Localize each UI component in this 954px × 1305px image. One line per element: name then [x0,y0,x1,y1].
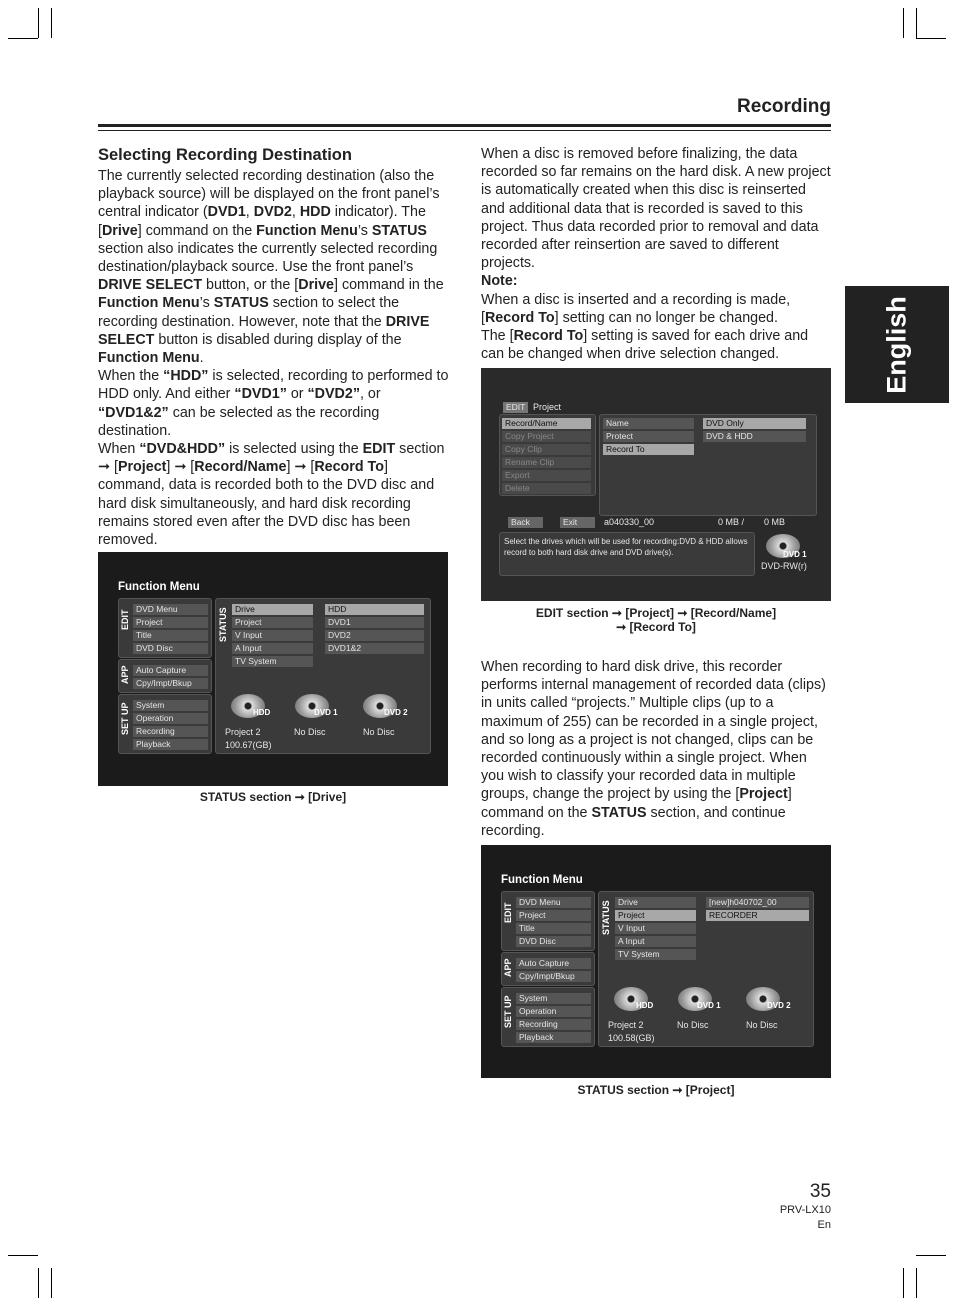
project-label: Project 2 [225,727,261,737]
project-id: a040330_00 [604,517,655,527]
bold-term: DVD2 [253,204,292,221]
bold-term: “HDD” [163,368,209,385]
app-label: APP [503,958,513,977]
disc-label: DVD 2 [767,1001,791,1010]
paragraph: When “DVD&HDD” is selected using the EDIT section ➞ [Project] ➞ [Record/Name] ➞ [Record To] command, data is recorded both to the DVD disc and hard disk simultaneously, and hard disk recording remains stored even after the DVD disc has been removed. [98,441,445,549]
disc-label: HDD [636,1001,654,1010]
bold-term: EDIT [362,441,396,458]
disc-label: DVD 1 [314,708,338,717]
size-used: 0 MB / [718,517,745,527]
bold-term: Drive [101,222,138,239]
menu-item[interactable]: Cpy/Impt/Bkup [516,971,591,982]
bold-term: “DVD1” [234,386,287,403]
edit-tag: EDIT [503,402,528,413]
menu-item[interactable]: Rename Clip [502,457,591,468]
bold-term: Record/Name [194,459,287,476]
screenshot-record-to [481,368,831,601]
menu-item[interactable]: Operation [133,713,208,724]
status-item[interactable]: V Input [615,923,696,934]
status-item[interactable]: V Input [232,630,313,641]
bold-term: STATUS [371,222,427,239]
sub-item[interactable]: Protect [603,431,694,442]
status-item[interactable]: A Input [615,936,696,947]
language-tab [845,286,949,403]
bold-term: Function Menu [98,350,200,367]
menu-item[interactable]: Auto Capture [133,665,208,676]
sub-menu-panel [599,414,817,516]
option-item[interactable]: DVD1&2 [325,643,424,654]
bold-term: Record To [513,328,584,345]
crop-mark [903,8,904,38]
exit-button[interactable]: Exit [560,517,595,528]
left-column [98,145,450,549]
screenshot-status-drive [98,552,448,786]
setup-label: SET UP [120,702,130,735]
status-item[interactable]: TV System [232,656,313,667]
screenshot-status-project [481,845,831,1078]
crop-mark [51,8,52,38]
bold-term: Function Menu [98,295,200,312]
section-title: Recording [737,96,831,117]
bold-term: Project [739,786,788,803]
project-size: 100.58(GB) [608,1033,655,1043]
crop-mark [38,8,39,38]
disc-label: DVD 1 [697,1001,721,1010]
language-code: En [817,1219,831,1231]
menu-item[interactable]: DVD Menu [516,897,591,908]
disc-label: DVD 2 [384,708,408,717]
status-item[interactable]: Drive [615,897,696,908]
figure-caption: STATUS section ➞ [Drive] [199,790,347,804]
menu-item[interactable]: System [516,993,591,1004]
bold-term: Record To [314,459,384,476]
menu-item[interactable]: Auto Capture [516,958,591,969]
note-text: The [Record To] setting is saved for each drive and can be changed when drive selection changed. [481,328,809,363]
menu-item[interactable]: System [133,700,208,711]
header-rule [98,124,831,127]
note-label: Note: [481,273,518,290]
disc-type: DVD-RW(r) [761,561,807,571]
crop-mark [916,8,917,38]
option-item[interactable]: HDD [325,604,424,615]
status-item[interactable]: TV System [615,949,696,960]
menu-item[interactable]: Recording [133,726,208,737]
crop-mark [8,38,38,39]
option-item[interactable]: [new]h040702_00 [706,897,809,908]
crop-mark [916,1255,946,1256]
dvd2-status: No Disc [363,727,395,737]
header-rule-thin [98,130,831,131]
help-text: Select the drives which will be used for recording:DVD & HDD allows record to both hard disk drive and DVD drive(s). [504,537,748,557]
menu-item[interactable]: Project [133,617,208,628]
status-label: STATUS [218,607,228,642]
menu-item[interactable]: Playback [516,1032,591,1043]
menu-item[interactable]: Delete [502,483,591,494]
bold-term: Function Menu [256,222,358,239]
menu-item[interactable]: Project [516,910,591,921]
status-item[interactable]: Project [615,910,696,921]
language-tab-label: English [881,295,912,394]
crop-mark [916,38,946,39]
bold-term: STATUS [213,295,269,312]
paragraph: When the “HDD” is selected, recording to performed to HDD only. And either “DVD1” or “DVD2”, or “DVD1&2” can be selected as the recording destination. [98,368,449,439]
app-label: APP [120,665,130,684]
menu-item[interactable]: DVD Menu [133,604,208,615]
bold-term: “DVD2” [307,386,360,403]
paragraph: When recording to hard disk drive, this recorder performs internal management of recorded data (clips) in units called “projects.” Multiple clips (up to a maximum of 255) can be recorded in a single project, and so long as a project is not changed, clips can be recorded continuously within a single project. When you wish to classify your recorded data in multiple groups, change the project by using the [Project] command on the STATUS section, and continue recording. [481,659,826,839]
option-item[interactable]: DVD2 [325,630,424,641]
status-item[interactable]: Project [232,617,313,628]
model-info [780,1203,831,1233]
menu-item[interactable]: Copy Clip [502,444,591,455]
bold-term: Record To [484,309,555,326]
right-column [481,145,831,363]
crop-mark [38,1268,39,1298]
menu-item[interactable]: Cpy/Impt/Bkup [133,678,208,689]
dvd1-status: No Disc [677,1020,709,1030]
crop-mark [916,1268,917,1298]
setup-label: SET UP [503,995,513,1028]
edit-label: EDIT [120,609,130,630]
menu-item[interactable]: Copy Project [502,431,591,442]
edit-label: EDIT [503,902,513,923]
back-button[interactable]: Back [508,517,543,528]
project-label: Project 2 [608,1020,644,1030]
menu-item[interactable]: Playback [133,739,208,750]
bold-term: Project [117,459,167,476]
size-total: 0 MB [764,517,786,527]
bold-term: DVD1 [207,204,246,221]
dvd1-status: No Disc [294,727,326,737]
right-column-lower [481,658,833,840]
bold-term: HDD [299,204,331,221]
bold-term: STATUS [591,804,647,821]
bold-term: DRIVE SELECT [98,313,430,348]
status-label: STATUS [601,900,611,935]
bold-term: DRIVE SELECT [98,277,203,294]
model-number: PRV-LX10 [779,1204,831,1216]
menu-item[interactable]: Title [133,630,208,641]
option-item[interactable]: RECORDER [706,910,809,921]
menu-item[interactable]: Export [502,470,591,481]
option-item[interactable]: DVD & HDD [703,431,806,442]
figure-caption: STATUS section ➞ [Project] [577,1083,735,1097]
sub-item[interactable]: Name [603,418,694,429]
menu-title: Function Menu [118,581,200,593]
caption-line: ➞ [Record To] [616,620,696,634]
option-item[interactable]: DVD Only [703,418,806,429]
crop-mark [8,1255,38,1256]
crop-mark [51,1268,52,1298]
bold-term: “DVD&HDD” [139,441,226,458]
page-number: 35 [809,1181,831,1202]
crop-mark [903,1268,904,1298]
menu-item[interactable]: Title [516,923,591,934]
bold-term: “DVD1&2” [98,404,169,421]
status-item[interactable]: Drive [232,604,313,615]
subsection-heading: Selecting Recording Destination [98,146,352,164]
sub-item[interactable]: Record To [603,444,694,455]
paragraph: When a disc is removed before finalizing, the data recorded so far remains on the hard disk. A new project is automatically created when this disc is reinserted and additional data that is recorded is saved to this project. Thus data recorded prior to removal and data recorded after reinsertion are saved to different projects. [481,146,831,272]
project-size: 100.67(GB) [225,740,272,750]
bold-term: Drive [298,277,335,294]
status-item[interactable]: A Input [232,643,313,654]
option-item[interactable]: DVD1 [325,617,424,628]
menu-item[interactable]: DVD Disc [516,936,591,947]
paragraph: The currently selected recording destination (also the playback source) will be displayed on the front panel’s central indicator (DVD1, DVD2, HDD indicator). The [Drive] command on the Function Menu’s STATUS section also indicates the currently selected recording destination/playback source. Use the front panel’s DRIVE SELECT button, or the [Drive] command in the Function Menu’s STATUS section to select the recording destination. However, note that the DRIVE SELECT button is disabled during display of the Function Menu. [98,168,444,367]
note-text: When a disc is inserted and a recording is made, [Record To] setting can no longer be changed. [481,291,791,326]
disc-label: DVD 1 [783,550,807,559]
caption-line: EDIT section ➞ [Project] ➞ [Record/Name] [535,606,777,620]
menu-item[interactable]: Operation [516,1006,591,1017]
figure-caption [481,606,831,634]
menu-title: Function Menu [501,874,583,886]
menu-item[interactable]: Record/Name [502,418,591,429]
project-tag: Project [533,402,562,412]
menu-item[interactable]: DVD Disc [133,643,208,654]
disc-label: HDD [253,708,271,717]
menu-item[interactable]: Recording [516,1019,591,1030]
dvd2-status: No Disc [746,1020,778,1030]
